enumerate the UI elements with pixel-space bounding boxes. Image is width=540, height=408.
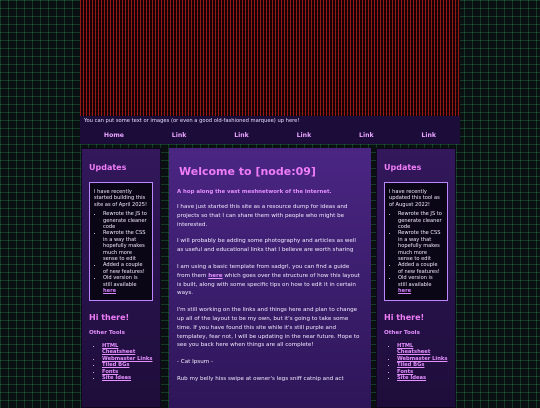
list-item (102, 343, 153, 356)
tool-link-webmaster-links[interactable]: Webmaster Links (397, 355, 448, 362)
right-updates-title: Updates (384, 163, 422, 172)
tool-link-site-ideas[interactable]: Site Ideas (102, 375, 132, 381)
list-item (397, 375, 448, 382)
tool-link-html-cheatsheet[interactable]: HTML Cheatsheet (102, 342, 136, 355)
list-item (102, 375, 153, 382)
tool-link-tiled-bgs[interactable]: Tiled BGs (397, 362, 425, 368)
nav-link-2[interactable]: Link (234, 132, 249, 139)
template-guide-link[interactable]: here (208, 272, 223, 279)
right-updates-list (389, 211, 443, 294)
right-updates-box (384, 182, 448, 301)
old-version-link[interactable]: here (103, 288, 117, 295)
tool-link-html-cheatsheet[interactable]: HTML Cheatsheet (397, 342, 431, 355)
old-version-link[interactable]: here (398, 288, 412, 295)
template-paragraph (177, 263, 363, 298)
left-sidebar (81, 148, 161, 408)
nav-home-link[interactable]: Home (103, 132, 124, 139)
template-text-after: which goes over the structure of how this layout is built, along with some specific tips on how to edit it in certain ways. (177, 272, 360, 297)
right-sidebar (376, 148, 456, 408)
cat-ipsum-paragraph: Rub my belly hiss swipe at owner's legs sniff catnip and act (177, 375, 344, 382)
template-text-before: I am using a basic template from sadgrl, you can find a guide from them (177, 263, 350, 279)
old-version-text: Old version is still available (398, 275, 433, 288)
list-item: • Rewrote the CSS in a way that hopefully makes much more sense to edit (398, 230, 443, 262)
tool-link-site-ideas[interactable]: Site Ideas (397, 375, 427, 381)
nav-link-3[interactable]: Link (296, 132, 312, 139)
page-title: Welcome to [node:09] (179, 165, 316, 178)
right-updates-intro: I have recently updated this tool as of August 2022! (389, 189, 440, 208)
list-item: • Added a couple of new features! (398, 262, 443, 275)
header-banner (80, 0, 460, 116)
left-updates-title: Updates (89, 163, 127, 172)
left-tools-heading: Other Tools (89, 329, 125, 336)
left-updates-box (89, 182, 153, 301)
tool-link-fonts[interactable]: Fonts (102, 368, 119, 375)
nav-link-1[interactable]: Link (171, 132, 187, 139)
main-content (169, 148, 371, 408)
left-updates-list (94, 211, 148, 294)
nav-link-4[interactable]: Link (359, 132, 374, 139)
cat-ipsum-heading: - Cat Ipsum - (177, 359, 214, 366)
content-paragraph: I will probably be adding some photography and articles as well as useful and educational links that I believe are worth sharing (177, 238, 356, 254)
marquee-bar (80, 116, 460, 127)
right-hi-title: Hi there! (384, 312, 425, 322)
right-tools-list (384, 343, 448, 382)
top-nav (80, 127, 460, 144)
tool-link-webmaster-links[interactable]: Webmaster Links (102, 355, 153, 362)
list-item: • Added a couple of new features! (103, 262, 148, 275)
old-version-text: Old version is still available (103, 275, 138, 288)
left-hi-title: Hi there! (89, 312, 130, 322)
list-item (103, 275, 148, 294)
list-item: • Rewrote the JS to generate cleaner code (103, 211, 148, 230)
list-item (397, 343, 448, 356)
tool-link-fonts[interactable]: Fonts (397, 368, 414, 375)
nav-link-5[interactable]: Link (421, 132, 437, 139)
left-updates-intro: I have recently started building this site as of April 2025! (94, 189, 148, 208)
list-item: • Rewrote the CSS in a way that hopefully makes much more sense to edit (103, 230, 148, 262)
tool-link-tiled-bgs[interactable]: Tiled BGs (102, 362, 130, 368)
marquee-text: You can put some text or images (or even a good old-fashioned marquee) up here! (84, 118, 300, 124)
list-item: • Rewrote the JS to generate cleaner code (398, 211, 443, 230)
intro-paragraph: I have just started this site as a resource dump for ideas and projects so that I can share them with people who might be interested. (177, 204, 348, 228)
page-subtitle: A hop along the vast meshnetwork of the internet. (177, 189, 332, 195)
list-item (398, 275, 443, 294)
status-paragraph: I'm still working on the links and things here and plan to change up all of the layout to be my own, but it's going to take some time. If you have found this site while it's still purple and templatey, fear not, I will be updating in the near future. Hope to see you back here when things are all complete! (177, 307, 360, 349)
left-tools-list (89, 343, 153, 382)
right-tools-heading: Other Tools (384, 329, 420, 336)
